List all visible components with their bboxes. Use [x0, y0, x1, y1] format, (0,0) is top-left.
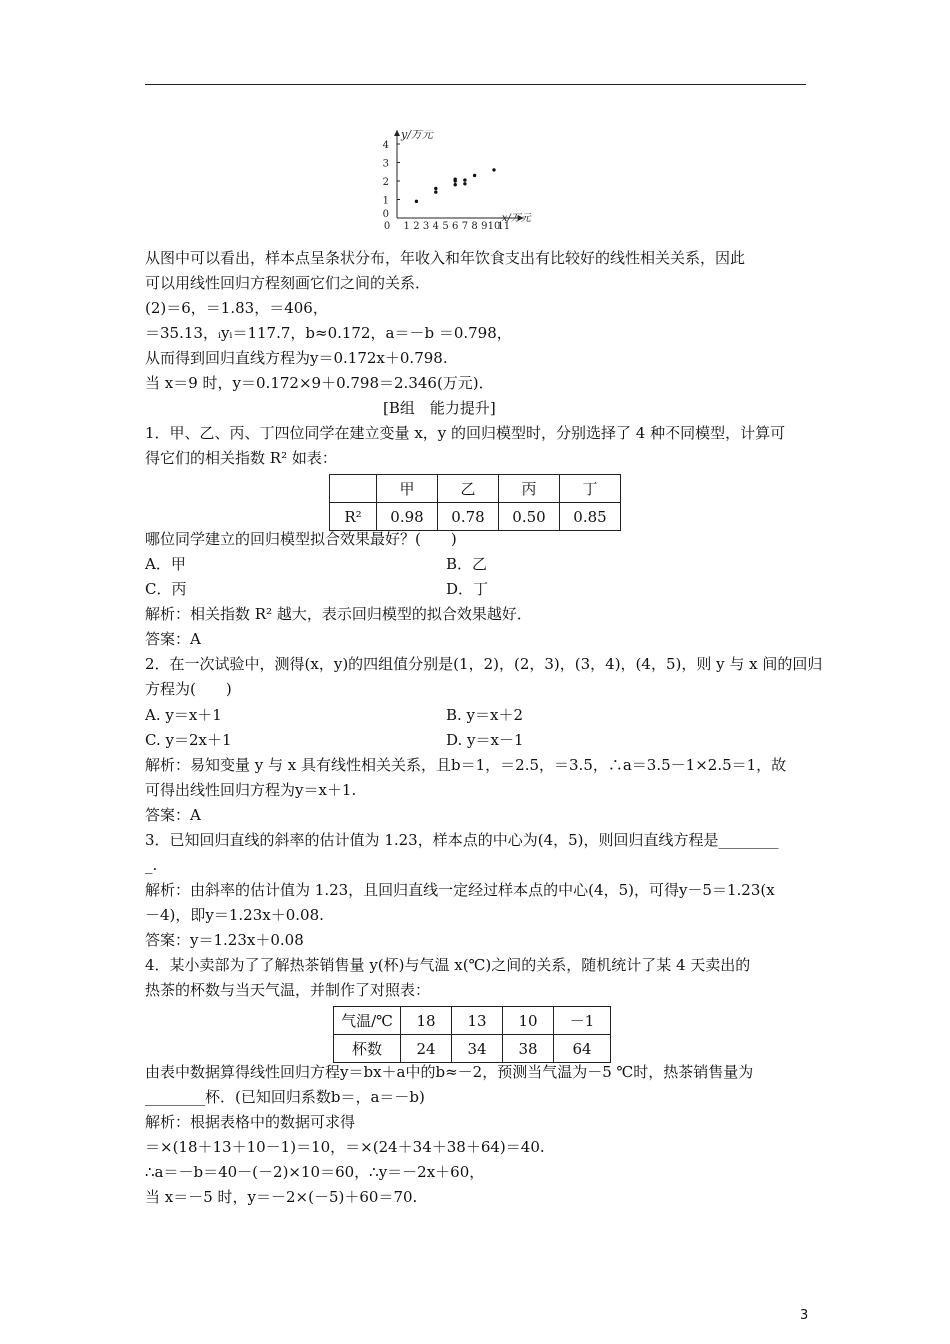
table-cell: 18 [401, 1007, 452, 1035]
data-point [454, 183, 457, 186]
data-point [434, 190, 437, 193]
y-tick-label: 0 [382, 209, 389, 220]
data-point [434, 187, 437, 190]
table-cell: 10 [503, 1007, 554, 1035]
solution: 可得出线性回归方程为y＝x＋1. [145, 781, 357, 799]
x-tick-label: 7 [461, 221, 469, 230]
y-tick-label: 4 [382, 140, 389, 151]
table-cell: 0.85 [560, 503, 621, 531]
solution: 解析：相关指数 R² 越大，表示回归模型的拟合效果越好． [145, 605, 532, 623]
text-line: 可以用线性回归方程刻画它们之间的关系． [145, 274, 431, 292]
x-tick-label: 11 [497, 221, 511, 230]
data-point [415, 200, 418, 203]
table-cell [330, 475, 377, 503]
solution: 解析：易知变量 y 与 x 具有线性相关关系，且b＝1，＝2.5，＝3.5，∴a＝3.5－1×2.5＝1，故 [145, 756, 787, 774]
r-squared-table [329, 474, 621, 531]
question-3-line: 3．已知回归直线的斜率的估计值为 1.23，样本点的中心为(4，5)，则回归直线方程是________ [145, 831, 779, 849]
table-cell: 杯数 [334, 1035, 401, 1063]
table-cell: 64 [554, 1035, 611, 1063]
y-axis-label: y/万元 [401, 130, 433, 141]
temperature-table [333, 1006, 611, 1063]
question-3-line: _. [145, 856, 158, 874]
table-cell: 0.98 [377, 503, 438, 531]
answer: 答案：A [145, 806, 201, 824]
data-point [492, 168, 495, 171]
option-d: D. y＝x－1 [446, 731, 524, 749]
data-point [463, 178, 466, 181]
table-cell: 34 [452, 1035, 503, 1063]
y-tick-label: 3 [382, 158, 389, 170]
solution: －4)，即y＝1.23x＋0.08. [145, 906, 324, 924]
x-tick-label: 1 [403, 221, 410, 230]
question-1-line: 得它们的相关指数 R² 如表： [145, 449, 337, 467]
data-point [463, 182, 466, 185]
option-d: D．丁 [446, 580, 489, 598]
scatter-chart [365, 130, 585, 230]
table-cell: 13 [452, 1007, 503, 1035]
solution: 解析：由斜率的估计值为 1.23，且回归直线一定经过样本点的中心(4，5)，可得y－5＝1.23(x [145, 881, 775, 899]
question-2-line: 2．在一次试验中，测得(x，y)的四组值分别是(1，2)，(2，3)，(3，4)，(4，5)，则 y 与 x 间的回归 [145, 655, 823, 673]
option-a: A．甲 [145, 555, 186, 573]
x-tick-label: 8 [471, 221, 478, 230]
text-line: 从图中可以看出，样本点呈条状分布，年收入和年饮食支出有比较好的线性相关关系，因此 [145, 249, 746, 267]
answer: 答案：y＝1.23x＋0.08 [145, 931, 304, 949]
x-tick-label: 2 [413, 221, 420, 230]
y-tick-label: 2 [382, 177, 389, 188]
text-line: (2)＝6，＝1.83，＝406， [145, 299, 328, 317]
question-2-line: 方程为( ) [145, 680, 232, 698]
question-4-line: ________杯．(已知回归系数b＝，a＝－b) [145, 1088, 425, 1106]
x-tick-label: 5 [442, 221, 449, 230]
question-4-line: 4．某小卖部为了了解热茶销售量 y(杯)与气温 x(℃)之间的关系，随机统计了某 4 天卖出的 [145, 956, 751, 974]
x-axis-label: x/万元 [501, 213, 531, 224]
x-tick-label: 9 [481, 221, 488, 230]
x-tick-label: 6 [452, 221, 459, 230]
solution: 解析：根据表格中的数据可求得 [145, 1113, 356, 1131]
question-1-line: 1．甲、乙、丙、丁四位同学在建立变量 x，y 的回归模型时，分别选择了 4 种不同模型，计算可 [145, 424, 786, 442]
solution: 当 x＝－5 时，y＝－2×(－5)＋60＝70. [145, 1188, 418, 1206]
table-cell: －1 [554, 1007, 611, 1035]
answer: 答案：A [145, 630, 201, 648]
table-cell: 气温/℃ [334, 1007, 401, 1035]
text-line: 当 x＝9 时，y＝0.172×9＋0.798＝2.346(万元)． [145, 374, 494, 392]
option-c: C. y＝2x＋1 [145, 731, 232, 749]
table-cell: 乙 [438, 475, 499, 503]
y-axis-arrow [394, 130, 400, 136]
x-tick-label: 3 [422, 221, 430, 230]
question-1-prompt: 哪位同学建立的回归模型拟合效果最好？( ) [145, 530, 457, 548]
x-tick-label: 0 [383, 221, 391, 230]
data-point [454, 177, 457, 180]
x-tick-label: 10 [487, 221, 501, 230]
data-point [473, 174, 476, 177]
solution: ＝×(18＋13＋10－1)＝10，＝×(24＋34＋38＋64)＝40. [145, 1138, 545, 1156]
table-cell: 38 [503, 1035, 554, 1063]
table-cell: 0.50 [499, 503, 560, 531]
solution: ∴a＝－b＝40－(－2)×10＝60，∴y＝－2x＋60， [145, 1163, 485, 1181]
section-heading: [B组 能力提升] [383, 399, 496, 417]
table-cell: 0.78 [438, 503, 499, 531]
y-tick-label: 1 [382, 195, 389, 207]
option-c: C．丙 [145, 580, 187, 598]
option-b: B. y＝x＋2 [446, 706, 524, 724]
table-cell: 丁 [560, 475, 621, 503]
table-cell: 甲 [377, 475, 438, 503]
option-b: B．乙 [446, 555, 488, 573]
x-tick-label: 4 [432, 221, 439, 230]
header-rule [145, 84, 806, 85]
question-4-line: 热茶的杯数与当天气温，并制作了对照表： [145, 981, 431, 999]
table-cell: 24 [401, 1035, 452, 1063]
page-number: 3 [800, 1308, 809, 1323]
question-4-line: 由表中数据算得线性回归方程y＝bx＋a中的b≈－2，预测当气温为－5 ℃时，热茶销售量为 [145, 1063, 754, 1081]
text-line: 从而得到回归直线方程为y＝0.172x＋0.798. [145, 349, 448, 367]
text-line: ＝35.13，ᵢyᵢ＝117.7，b≈0.172，a＝－b ＝0.798， [145, 324, 512, 342]
table-cell: R² [330, 503, 377, 531]
option-a: A. y＝x＋1 [145, 706, 222, 724]
table-cell: 丙 [499, 475, 560, 503]
